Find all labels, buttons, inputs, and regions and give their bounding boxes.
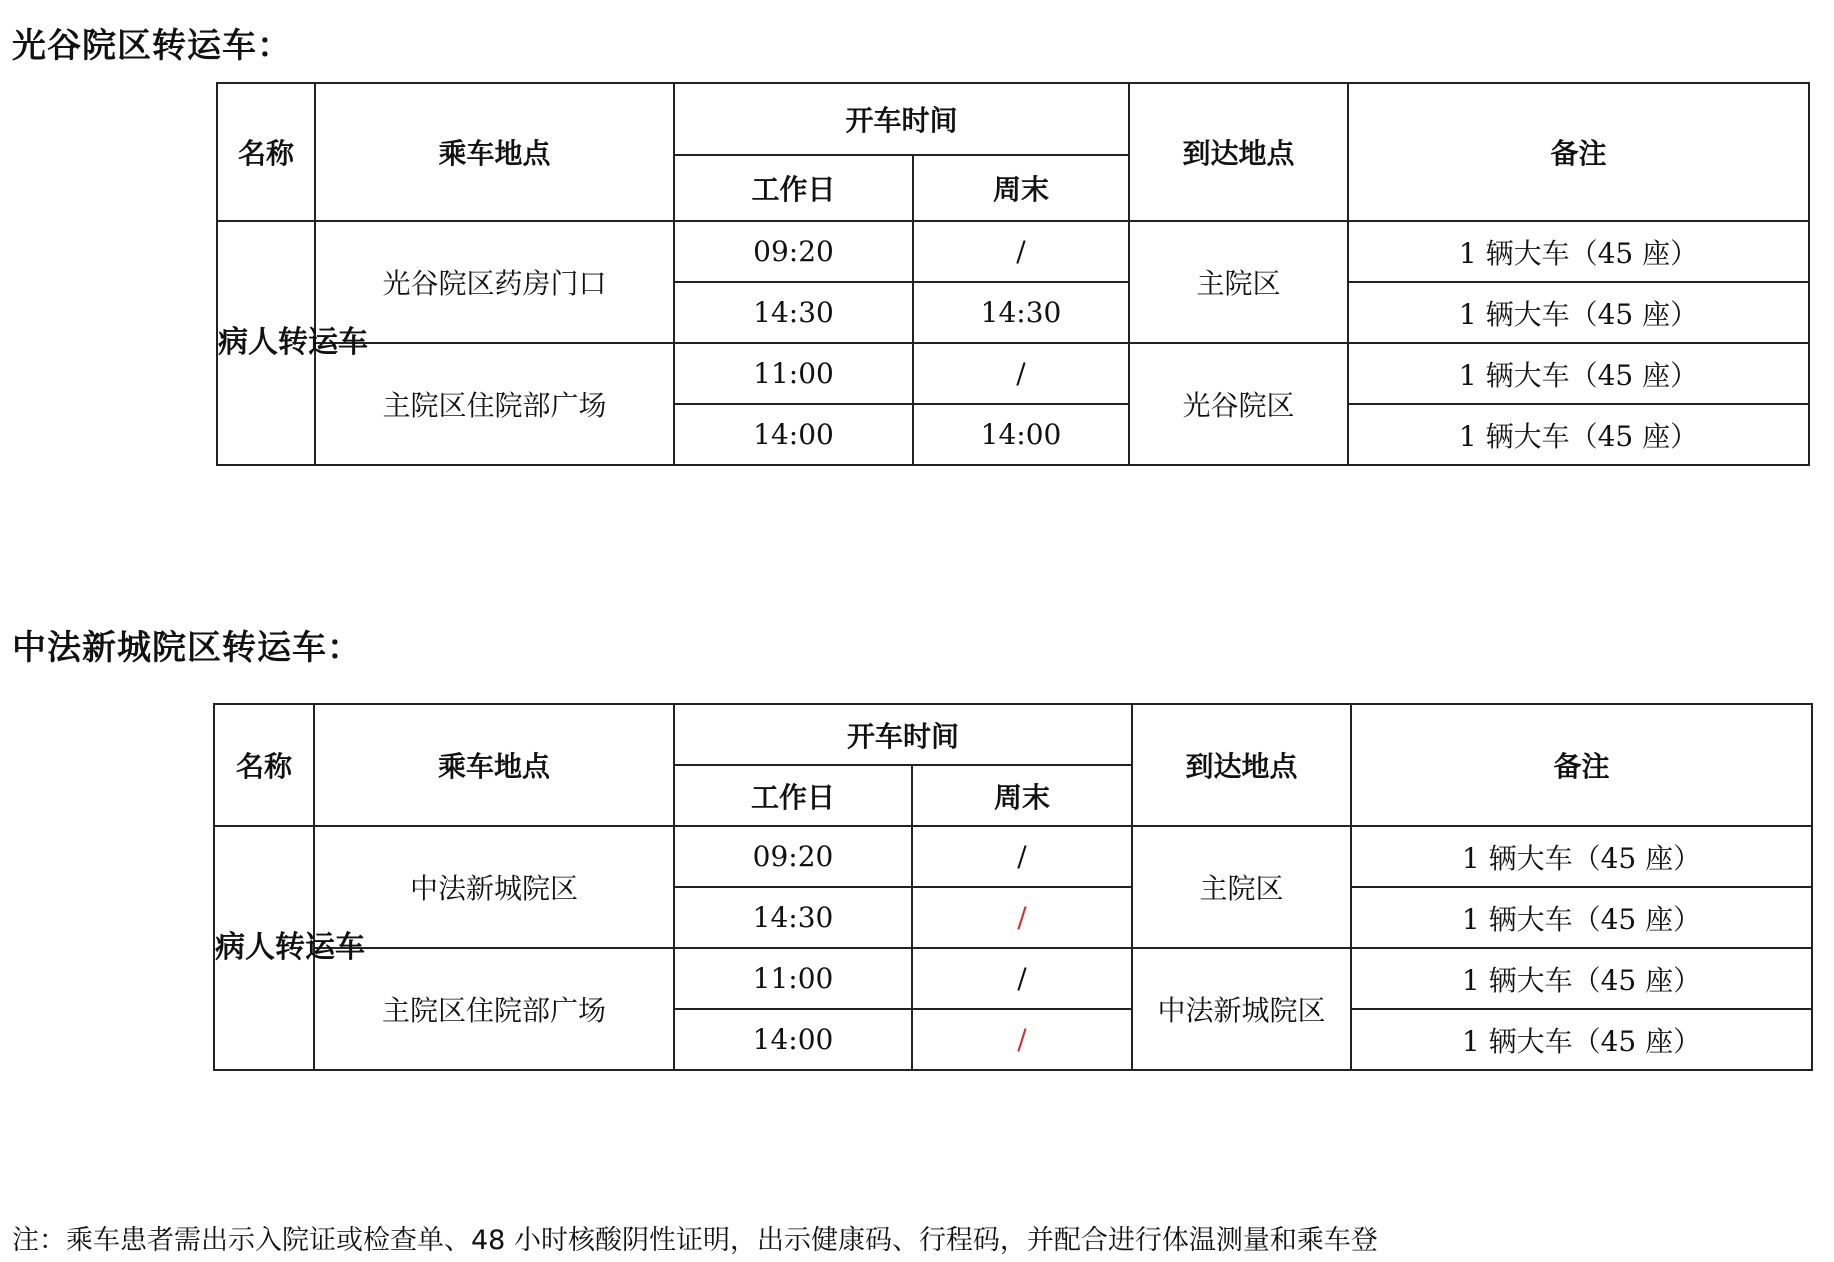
header-arrival: 到达地点 [1132, 704, 1351, 826]
header-name: 名称 [214, 704, 314, 826]
remark: 1 辆大车（45 座） [1351, 887, 1812, 948]
boarding-location: 中法新城院区 [314, 826, 674, 948]
weekday-time: 11:00 [674, 948, 912, 1009]
vehicle-name: 病人转运车 [214, 826, 314, 1070]
header-weekday: 工作日 [674, 765, 912, 826]
weekday-time: 09:20 [674, 826, 912, 887]
weekday-time: 14:00 [674, 404, 913, 465]
remark: 1 辆大车（45 座） [1348, 343, 1809, 404]
weekday-time: 14:30 [674, 282, 913, 343]
weekend-time: / [912, 887, 1132, 948]
remark: 1 辆大车（45 座） [1348, 404, 1809, 465]
header-weekday: 工作日 [674, 155, 913, 221]
weekend-time: 14:00 [913, 404, 1129, 465]
header-weekend: 周末 [912, 765, 1132, 826]
remark: 1 辆大车（45 座） [1351, 948, 1812, 1009]
remark: 1 辆大车（45 座） [1348, 221, 1809, 282]
header-boarding: 乘车地点 [315, 83, 674, 221]
schedule-table-guanggu [216, 82, 1810, 466]
footnote: 注：乘车患者需出示入院证或检查单、48 小时核酸阴性证明，出示健康码、行程码，并配合进行体温测量和乘车登 [12, 1225, 1378, 1256]
remark: 1 辆大车（45 座） [1351, 1009, 1812, 1070]
boarding-location: 主院区住院部广场 [315, 343, 674, 465]
remark: 1 辆大车（45 座） [1348, 282, 1809, 343]
boarding-location: 光谷院区药房门口 [315, 221, 674, 343]
remark: 1 辆大车（45 座） [1351, 826, 1812, 887]
section-title-guanggu: 光谷院区转运车： [12, 26, 292, 66]
header-departure: 开车时间 [674, 704, 1132, 765]
section-title-zhongfa: 中法新城院区转运车： [12, 628, 362, 668]
weekday-time: 14:00 [674, 1009, 912, 1070]
arrival-location: 主院区 [1129, 221, 1348, 343]
arrival-location: 主院区 [1132, 826, 1351, 948]
header-remarks: 备注 [1351, 704, 1812, 826]
weekday-time: 14:30 [674, 887, 912, 948]
weekend-time: / [912, 1009, 1132, 1070]
weekend-time: 14:30 [913, 282, 1129, 343]
header-boarding: 乘车地点 [314, 704, 674, 826]
header-arrival: 到达地点 [1129, 83, 1348, 221]
weekday-time: 09:20 [674, 221, 913, 282]
arrival-location: 光谷院区 [1129, 343, 1348, 465]
vehicle-name: 病人转运车 [217, 221, 315, 465]
weekend-time: / [913, 221, 1129, 282]
boarding-location: 主院区住院部广场 [314, 948, 674, 1070]
header-weekend: 周末 [913, 155, 1129, 221]
weekend-time: / [912, 948, 1132, 1009]
header-name: 名称 [217, 83, 315, 221]
weekend-time: / [913, 343, 1129, 404]
schedule-table-zhongfa [213, 703, 1813, 1071]
header-remarks: 备注 [1348, 83, 1809, 221]
weekend-time: / [912, 826, 1132, 887]
weekday-time: 11:00 [674, 343, 913, 404]
header-departure: 开车时间 [674, 83, 1129, 155]
arrival-location: 中法新城院区 [1132, 948, 1351, 1070]
